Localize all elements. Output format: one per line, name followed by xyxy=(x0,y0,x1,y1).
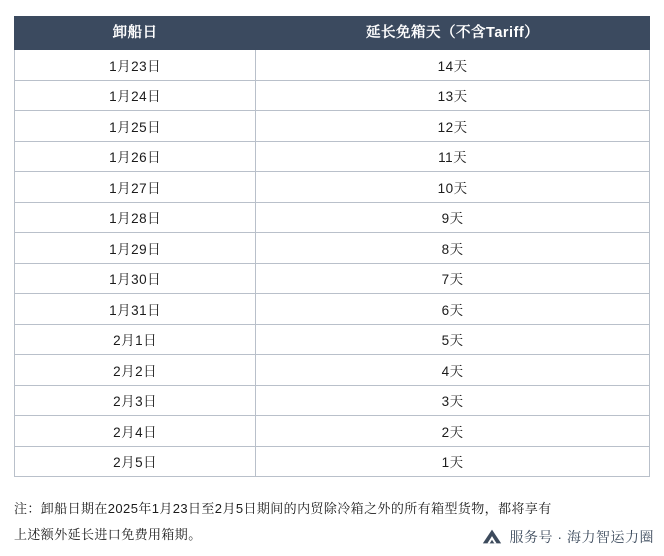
cell-discharge-date: 1月23日 xyxy=(15,50,256,81)
table-header-row xyxy=(15,17,650,50)
cell-free-days: 9天 xyxy=(256,202,650,233)
cell-discharge-date: 1月28日 xyxy=(15,202,256,233)
cell-free-days: 2天 xyxy=(256,416,650,447)
table-row xyxy=(15,324,650,355)
cell-free-days: 11天 xyxy=(256,141,650,172)
cell-free-days: 6天 xyxy=(256,294,650,325)
table-row xyxy=(15,385,650,416)
table-row xyxy=(15,172,650,203)
cell-discharge-date: 1月31日 xyxy=(15,294,256,325)
table-row xyxy=(15,233,650,264)
free-time-table xyxy=(14,16,650,477)
footnote-line-2: 上述额外延长进口免费用箱期。 xyxy=(14,527,202,542)
company-logo-icon xyxy=(481,526,503,548)
cell-discharge-date: 2月5日 xyxy=(15,446,256,477)
footer-brand xyxy=(481,526,654,548)
cell-discharge-date: 2月1日 xyxy=(15,324,256,355)
table-row xyxy=(15,416,650,447)
cell-free-days: 10天 xyxy=(256,172,650,203)
cell-discharge-date: 1月25日 xyxy=(15,111,256,142)
cell-free-days: 8天 xyxy=(256,233,650,264)
free-time-table-container xyxy=(14,16,650,477)
column-header-discharge-date: 卸船日 xyxy=(15,17,256,50)
cell-free-days: 13天 xyxy=(256,80,650,111)
table-row xyxy=(15,80,650,111)
cell-discharge-date: 2月3日 xyxy=(15,385,256,416)
table-body xyxy=(15,50,650,477)
cell-free-days: 4天 xyxy=(256,355,650,386)
footnote-line-1: 注：卸船日期在2025年1月23日至2月5日期间的内贸除冷箱之外的所有箱型货物，都将享有 xyxy=(14,501,552,516)
cell-discharge-date: 1月24日 xyxy=(15,80,256,111)
cell-free-days: 3天 xyxy=(256,385,650,416)
cell-free-days: 7天 xyxy=(256,263,650,294)
table-row xyxy=(15,263,650,294)
cell-free-days: 14天 xyxy=(256,50,650,81)
table-row xyxy=(15,141,650,172)
table-row xyxy=(15,355,650,386)
table-row xyxy=(15,446,650,477)
cell-free-days: 12天 xyxy=(256,111,650,142)
cell-discharge-date: 1月27日 xyxy=(15,172,256,203)
cell-discharge-date: 1月30日 xyxy=(15,263,256,294)
cell-discharge-date: 1月29日 xyxy=(15,233,256,264)
table-row xyxy=(15,294,650,325)
cell-free-days: 5天 xyxy=(256,324,650,355)
cell-discharge-date: 2月2日 xyxy=(15,355,256,386)
cell-free-days: 1天 xyxy=(256,446,650,477)
table-row xyxy=(15,50,650,81)
brand-label: 服务号 · 海力智运力圈 xyxy=(509,529,654,545)
cell-discharge-date: 1月26日 xyxy=(15,141,256,172)
cell-discharge-date: 2月4日 xyxy=(15,416,256,447)
column-header-extended-free-days: 延长免箱天（不含Tariff） xyxy=(256,17,650,50)
table-row xyxy=(15,111,650,142)
table-row xyxy=(15,202,650,233)
